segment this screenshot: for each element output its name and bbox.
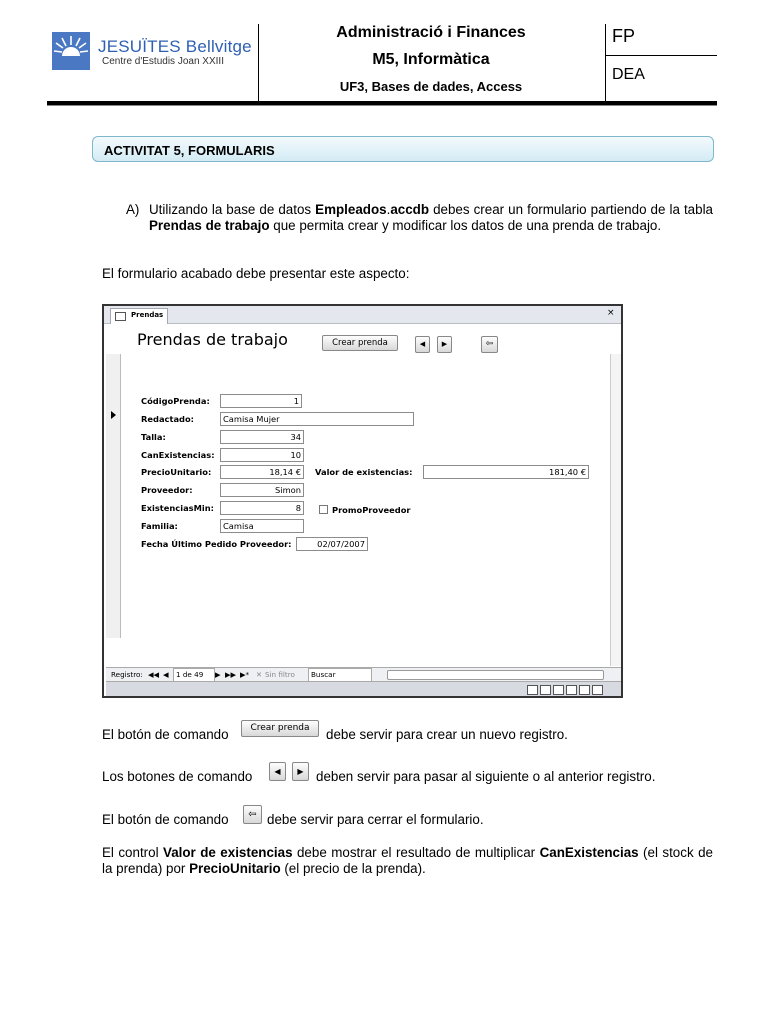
- text-run: Utilizando la base de datos: [149, 202, 316, 217]
- form-title: Prendas de trabajo: [137, 330, 288, 349]
- field-label: Familia:: [141, 521, 178, 531]
- close-form-icon: ⇦: [481, 336, 498, 353]
- logo-place: Bellvitge: [185, 37, 252, 56]
- fecha-field: 02/07/2007: [296, 537, 368, 551]
- preciounitario-field: 18,14 €: [220, 465, 304, 479]
- search-box: Buscar: [308, 668, 372, 682]
- close-line-pre: El botón de comando: [102, 812, 229, 827]
- close-line-post: debe servir para cerrar el formulario.: [267, 812, 484, 827]
- nav-line-pre: Los botones de comando: [102, 769, 253, 784]
- tab-label: Prendas: [131, 311, 164, 319]
- redactado-field: Camisa Mujer: [220, 412, 414, 426]
- canexistencias-field: 10: [220, 448, 304, 462]
- field-label: Talla:: [141, 432, 166, 442]
- record-position: 1 de 49: [173, 668, 215, 682]
- talla-field: 34: [220, 430, 304, 444]
- db-extension: accdb: [390, 202, 430, 217]
- logo-name: [98, 37, 252, 57]
- control-name: Valor de existencias: [163, 845, 293, 860]
- header-title: Administració i Finances: [336, 24, 526, 41]
- crear-prenda-button: Crear prenda: [322, 335, 398, 351]
- layout-view-icon: [579, 685, 590, 695]
- field-label: PrecioUnitario:: [141, 467, 212, 477]
- header-unit: UF3, Bases de dades, Access: [339, 79, 523, 94]
- text-run: debe mostrar el resultado de multiplicar: [292, 845, 540, 860]
- close-x-icon: ×: [607, 308, 615, 318]
- header-code-fp: FP: [612, 26, 636, 46]
- proveedor-field: Simon: [220, 483, 304, 497]
- header-divider: [605, 24, 606, 102]
- last-record-icon: ▶▶: [225, 670, 237, 679]
- logo-subtitle: Centre d'Estudis Joan XXIII: [102, 56, 224, 67]
- field-name: PrecioUnitario: [189, 861, 281, 876]
- form-icon: [115, 312, 126, 321]
- next-record-icon-sample: ▶: [292, 762, 309, 781]
- previous-record-icon-sample: ◀: [269, 762, 286, 781]
- checkbox-label: PromoProveedor: [332, 505, 411, 515]
- text-run: (el precio de la prenda).: [280, 861, 426, 876]
- registro-label: Registro:: [111, 670, 143, 679]
- field-label: ExistenciasMin:: [141, 503, 214, 513]
- logo-brand: JESUÏTES: [98, 37, 181, 56]
- valor-existencias-field: 181,40 €: [423, 465, 589, 479]
- design-view-icon: [592, 685, 603, 695]
- access-form-screenshot: [102, 304, 623, 698]
- filter-status: Sin filtro: [265, 670, 295, 679]
- text-run: debes crear un formulario partiendo de la tabla: [429, 202, 714, 217]
- text-run: que permita crear y modificar los datos de una prenda de trabajo.: [269, 218, 662, 233]
- text-run: .: [386, 202, 391, 217]
- record-selector-bar: [106, 354, 121, 638]
- current-record-arrow-icon: [111, 411, 116, 419]
- field-label: Proveedor:: [141, 485, 193, 495]
- new-record-icon: ▶*: [240, 670, 250, 679]
- horizontal-scrollbar: [387, 670, 604, 680]
- promoproveedor-checkbox: [319, 505, 328, 514]
- codigo-field: 1: [220, 394, 302, 408]
- header-cell-divider: [605, 55, 717, 56]
- tab-prendas: [110, 308, 168, 324]
- nav-line-post: deben servir para pasar al siguiente o al anterior registro.: [316, 769, 656, 784]
- item-a-text: [149, 202, 713, 234]
- field-label: Redactado:: [141, 414, 194, 424]
- item-marker: A): [126, 202, 140, 217]
- header-code-dea: DEA: [612, 66, 645, 83]
- document-tab-bar: [104, 306, 621, 324]
- crear-line-pre: El botón de comando: [102, 727, 229, 742]
- db-name: Empleados: [315, 202, 387, 217]
- text-run: (el stock de la prenda) por: [102, 845, 713, 876]
- next-record-icon: ▶: [437, 336, 452, 353]
- next-record-icon: ▶: [215, 670, 221, 679]
- first-record-icon: ◀◀: [148, 670, 160, 679]
- familia-field: Camisa: [220, 519, 304, 533]
- datasheet-view-icon: [540, 685, 551, 695]
- field-name: CanExistencias: [539, 845, 639, 860]
- crear-line-post: debe servir para crear un nuevo registro.: [326, 727, 568, 742]
- valor-existencias-note: [102, 845, 713, 877]
- activity-banner: [92, 136, 714, 162]
- vertical-scrollbar: [610, 354, 621, 666]
- field-label: Fecha Último Pedido Proveedor:: [141, 539, 292, 549]
- existenciasmin-field: 8: [220, 501, 304, 515]
- field-label: CódigoPrenda:: [141, 396, 210, 406]
- aspect-text: El formulario acabado debe presentar este aspecto:: [102, 266, 410, 281]
- prev-record-icon: ◀: [163, 670, 169, 679]
- table-name: Prendas de trabajo: [149, 218, 270, 233]
- close-form-icon-sample: ⇦: [243, 805, 262, 824]
- previous-record-icon: ◀: [415, 336, 430, 353]
- text-run: El control: [102, 845, 164, 860]
- filter-icon: ✕: [256, 670, 263, 679]
- header-rule: [47, 101, 717, 106]
- field-label: CanExistencias:: [141, 450, 215, 460]
- pivot-chart-icon: [566, 685, 577, 695]
- activity-title: ACTIVITAT 5, FORMULARIS: [104, 143, 275, 158]
- header-module: M5, Informàtica: [372, 51, 490, 68]
- field-label: Valor de existencias:: [315, 467, 413, 477]
- logo-sun-icon: [52, 32, 90, 70]
- status-bar: [106, 681, 621, 697]
- form-view-icon: [527, 685, 538, 695]
- pivot-table-icon: [553, 685, 564, 695]
- crear-prenda-button-sample: Crear prenda: [241, 720, 319, 737]
